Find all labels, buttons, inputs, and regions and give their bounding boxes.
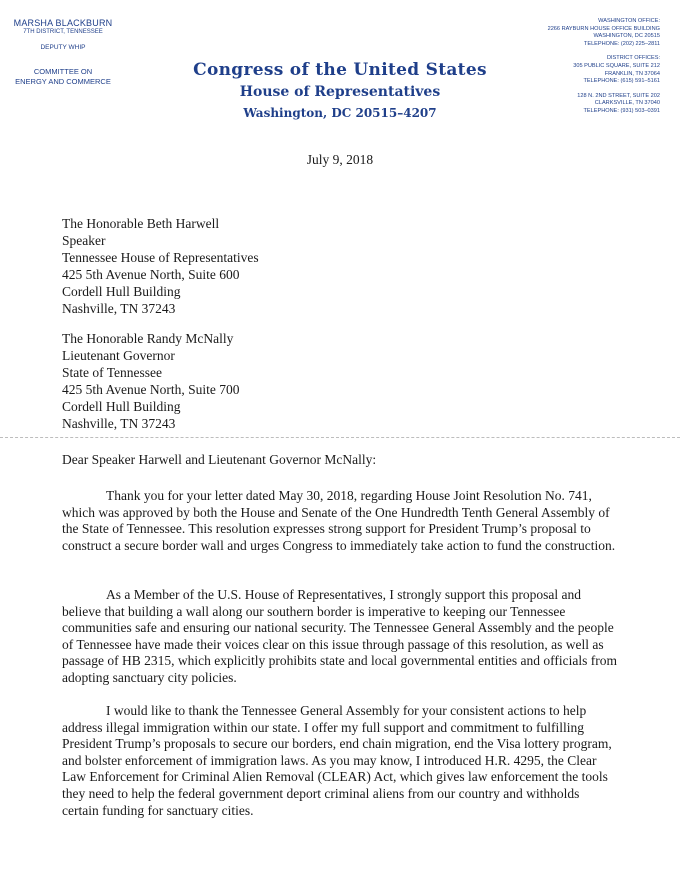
office-line: CLARKSVILLE, TN 37040 (594, 100, 660, 107)
district-offices-label: DISTRICT OFFICES: (606, 55, 660, 62)
address-line: Tennessee House of Representatives (62, 250, 259, 265)
address-line: 425 5th Avenue North, Suite 600 (62, 267, 240, 282)
recipient-address (62, 215, 259, 317)
house-title: House of Representatives (239, 84, 441, 100)
salutation: Dear Speaker Harwell and Lieutenant Governor McNally: (62, 452, 377, 467)
letterhead-center (160, 60, 520, 120)
address-line: 425 5th Avenue North, Suite 700 (62, 382, 240, 397)
address-line: Speaker (62, 233, 106, 248)
washington-office-label: WASHINGTON OFFICE: (598, 18, 660, 24)
address-line: The Honorable Beth Harwell (62, 216, 220, 231)
body-paragraph: I would like to thank the Tennessee General Assembly for your consistent actions to help address illegal immigration within our state. I offer my full support and commitment to fulfilling President Trump’s proposals to secure our borders, end chain migration, end the Visa lottery program, and bolster enforcement of immigration laws. As you may know, I introduced H.R. 4295, the Clear Law Enforcement for Criminal Alien Removal (CLEAR) Act, which gives law enforcement the tools they need to help the federal government deport criminal aliens from our country and withholds certain funding for sanctuary cities. (62, 703, 612, 818)
office-line: FRANKLIN, TN 37064 (604, 70, 660, 77)
office-line: TELEPHONE: (931) 503–0391 (583, 107, 660, 114)
city-zip: Washington, DC 20515–4207 (243, 106, 437, 120)
office-line: TELEPHONE: (202) 225–2811 (583, 40, 660, 47)
address-line: Cordell Hull Building (62, 399, 181, 414)
committee (8, 67, 118, 87)
member-name: MARSHA BLACKBURN (13, 18, 113, 28)
address-line: Cordell Hull Building (62, 284, 181, 299)
committee-line: ENERGY AND COMMERCE (15, 77, 111, 86)
member-title: DEPUTY WHIP (40, 44, 86, 51)
office-line: 305 PUBLIC SQUARE, SUITE 212 (573, 62, 660, 69)
address-line: Lieutenant Governor (62, 348, 175, 363)
letterhead-left (8, 18, 118, 87)
address-line: The Honorable Randy McNally (62, 331, 234, 346)
member-district: 7TH DISTRICT, TENNESSEE (23, 29, 103, 35)
recipient-address (62, 330, 239, 432)
office-line: TELEPHONE: (615) 591–5161 (583, 78, 660, 85)
body-paragraph: As a Member of the U.S. House of Representatives, I strongly support this proposal and believe that building a wall along our southern border is imperative to keeping our Tennessee communities safe and ensuring our national security. The Tennessee General Assembly and the people of Tennessee have made their voices clear on this issue through passage of this resolution, as well as passage of HB 2315, which explicitly prohibits state and local governmental entities and officials from adopting sanctuary city policies. (62, 587, 617, 685)
letter-date: July 9, 2018 (306, 152, 374, 167)
committee-line: COMMITTEE ON (33, 67, 93, 76)
address-line: Nashville, TN 37243 (62, 301, 176, 316)
letterhead-right (510, 18, 660, 116)
office-line: 128 N. 2ND STREET, SUITE 202 (577, 92, 660, 99)
office-line: WASHINGTON, DC 20515 (593, 33, 660, 40)
congress-title: Congress of the United States (193, 60, 487, 80)
body-paragraph: Thank you for your letter dated May 30, 2018, regarding House Joint Resolution No. 741, which was approved by both the House and Senate of the One Hundredth Tenth General Assembly of the State of Tennessee. This resolution expresses strong support for President Trump’s proposal to construct a secure border wall and urges Congress to immediately take action to fund the construction. (62, 488, 616, 553)
address-line: Nashville, TN 37243 (62, 416, 176, 431)
fold-line (0, 437, 680, 438)
office-line: 2266 RAYBURN HOUSE OFFICE BUILDING (547, 25, 660, 32)
address-line: State of Tennessee (62, 365, 163, 380)
